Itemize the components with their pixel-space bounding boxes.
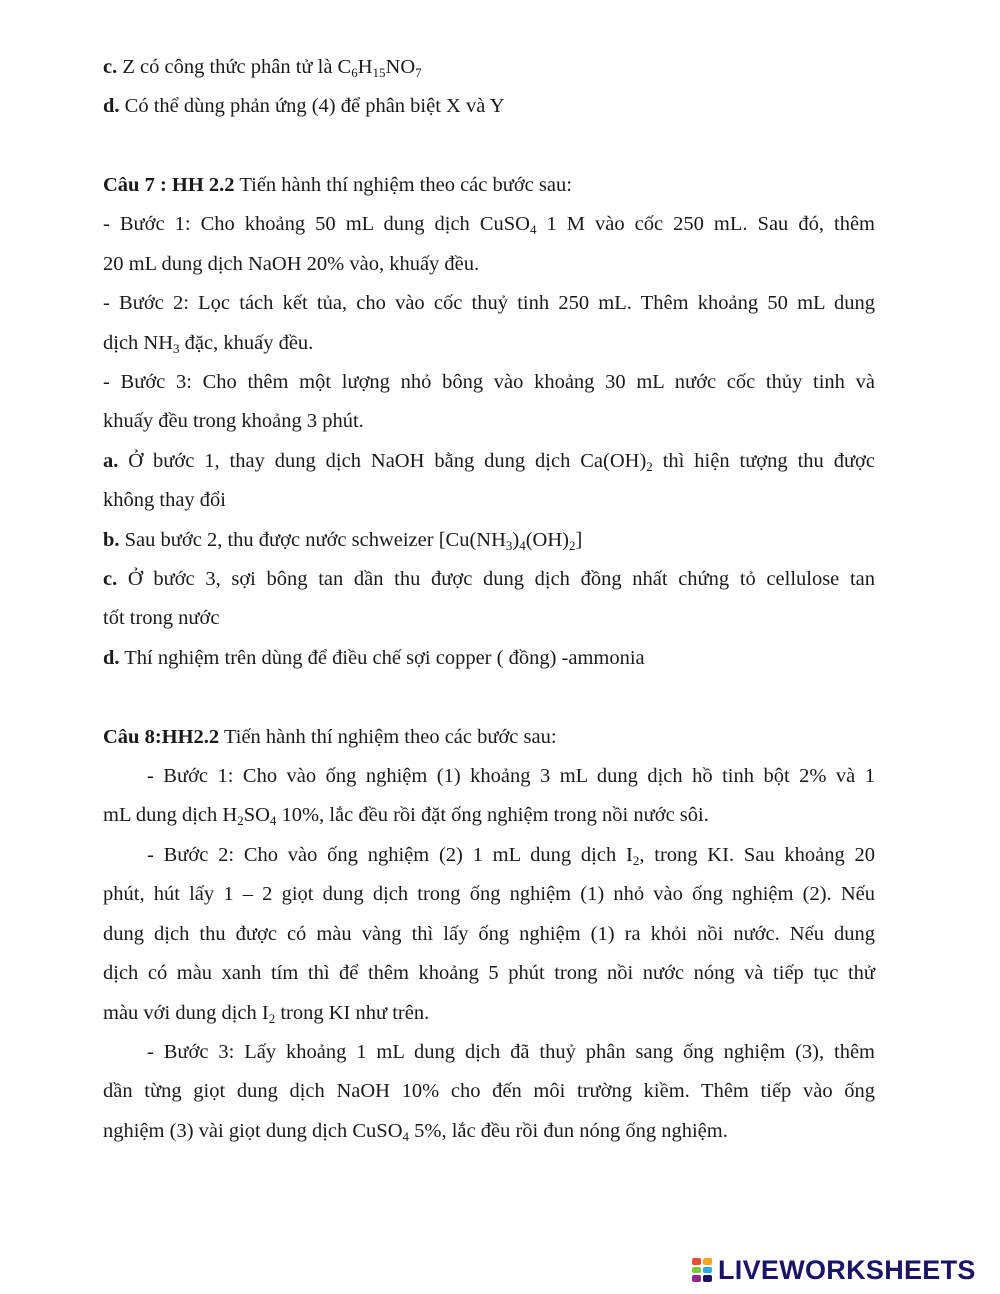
option-d-line: d. Có thể dùng phản ứng (4) để phân biệt X và Y [103, 95, 505, 117]
q8-step3-line2: dần từng giọt dung dịch NaOH 10% cho đến môi trường kiềm. Thêm tiếp vào ống [103, 1080, 875, 1102]
q7-option-a-line1: a. Ở bước 1, thay dung dịch NaOH bằng dung dịch $Ca(OH)_2$ thì hiện tượng thu được [103, 450, 875, 474]
q7-option-c-line1: c. Ở bước 3, sợi bông tan dần thu được dung dịch đồng nhất chứng tỏ cellulose tan [103, 568, 875, 590]
q8-step1-line2: mL dung dịch $H_2SO_4$ 10%, lắc đều rồi đặt ống nghiệm trong nồi nước sôi. [103, 804, 709, 828]
q8-step1-line1: - Bước 1: Cho vào ống nghiệm (1) khoảng 3 mL dung dịch hồ tinh bột 2% và 1 [147, 765, 875, 787]
q7-step1-line2: 20 mL dung dịch NaOH 20% vào, khuấy đều. [103, 253, 480, 275]
question-7-heading: Câu 7 : HH 2.2 Tiến hành thí nghiệm theo các bước sau: [103, 174, 572, 196]
q8-step2-line2: phút, hút lấy 1 – 2 giọt dung dịch trong ống nghiệm (1) nhỏ vào ống nghiệm (2). Nếu [103, 883, 875, 905]
logo-text: LIVEWORKSHEETS [718, 1254, 976, 1285]
q8-step2-line4: dịch có màu xanh tím thì để thêm khoảng 5 phút trong nồi nước nóng và tiếp tục thử [103, 962, 875, 984]
option-c-line: c. Z có công thức phân tử là $C_6H_{15}NO_7$ [103, 56, 422, 80]
q7-step1-line1: - Bước 1: Cho khoảng 50 mL dung dịch CuSO$_4$ 1 M vào cốc 250 mL. Sau đó, thêm [103, 213, 875, 237]
question-8-heading: Câu 8:HH2.2 Tiến hành thí nghiệm theo các bước sau: [103, 726, 557, 748]
q7-step2-line2: dịch $NH_3$ đặc, khuấy đều. [103, 332, 314, 356]
q7-step3-line2: khuấy đều trong khoảng 3 phút. [103, 410, 364, 432]
q7-option-c-line2: tốt trong nước [103, 607, 220, 629]
q8-step2-line3: dung dịch thu được có màu vàng thì lấy ống nghiệm (1) ra khỏi nồi nước. Nếu dung [103, 923, 875, 945]
q7-option-d: d. Thí nghiệm trên dùng để điều chế sợi copper ( đồng) -ammonia [103, 647, 645, 669]
logo-mark-icon [692, 1258, 712, 1282]
q7-step2-line1: - Bước 2: Lọc tách kết tủa, cho vào cốc thuỷ tinh 250 mL. Thêm khoảng 50 mL dung [103, 292, 875, 314]
q7-step3-line1: - Bước 3: Cho thêm một lượng nhỏ bông vào khoảng 30 mL nước cốc thủy tinh và [103, 371, 875, 393]
liveworksheets-logo[interactable] [692, 1255, 976, 1285]
q8-step2-line5: màu với dung dịch $I_2$ trong KI như trên. [103, 1002, 430, 1026]
q7-option-a-line2: không thay đổi [103, 489, 226, 511]
q7-option-b: b. Sau bước 2, thu được nước schweizer $[Cu(NH_3)_4(OH)_2]$ [103, 529, 583, 553]
q8-step2-line1: - Bước 2: Cho vào ống nghiệm (2) 1 mL dung dịch $I_2$, trong KI. Sau khoảng 20 [147, 844, 875, 868]
q8-step3-line3: nghiệm (3) vài giọt dung dịch CuSO$_4$ 5%, lắc đều rồi đun nóng ống nghiệm. [103, 1120, 728, 1144]
q8-step3-line1: - Bước 3: Lấy khoảng 1 mL dung dịch đã thuỷ phân sang ống nghiệm (3), thêm [147, 1041, 875, 1063]
